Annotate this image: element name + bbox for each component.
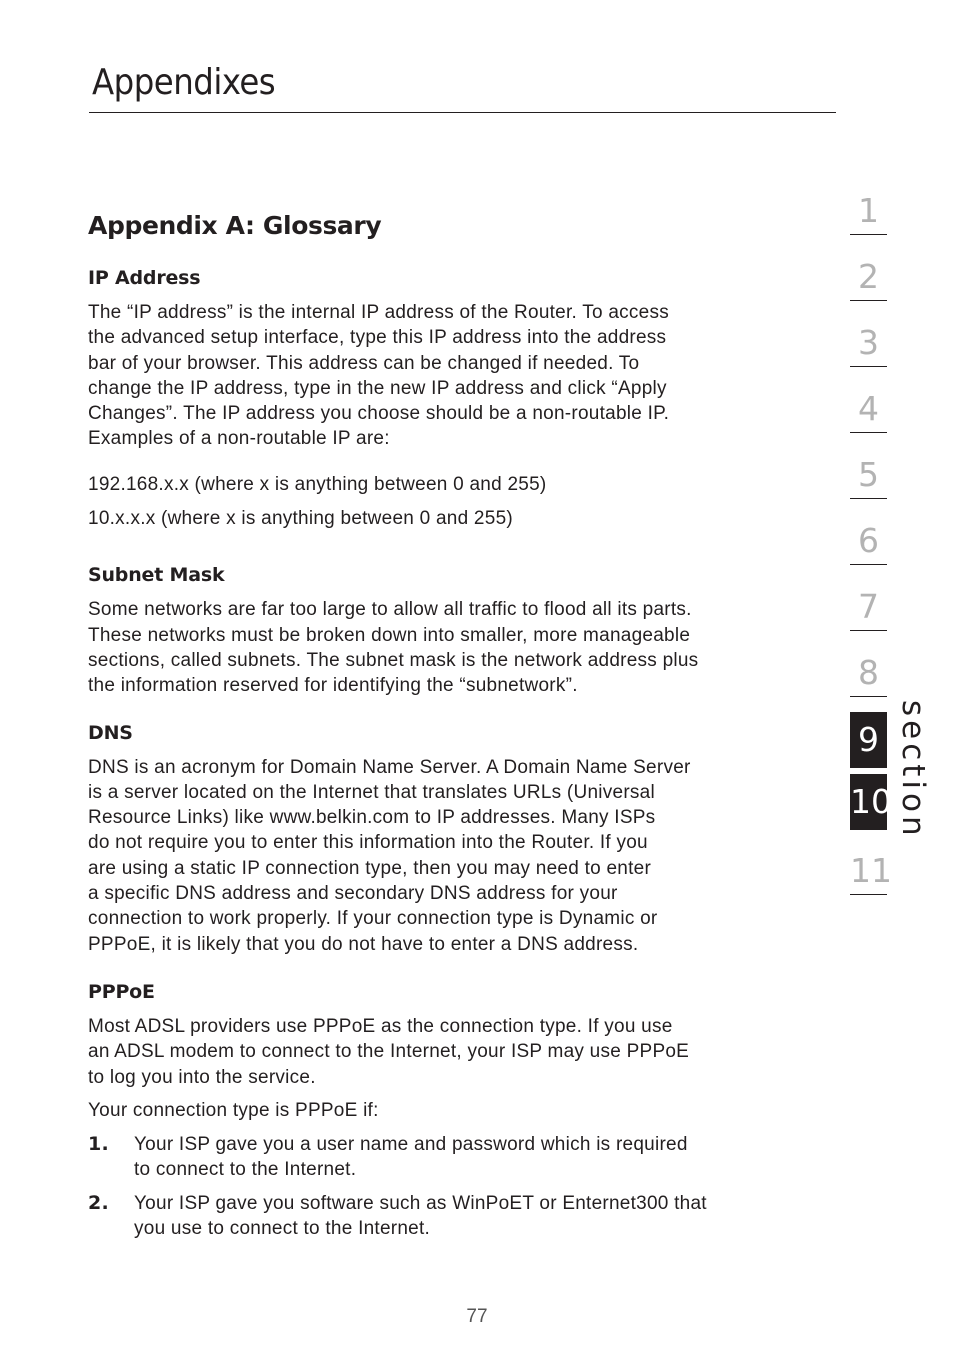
list-item <box>88 1132 808 1183</box>
text-line: change the IP address, type in the new IP address and click “Apply <box>88 377 667 399</box>
list-number: 1. <box>88 1133 109 1156</box>
header-divider <box>89 112 836 113</box>
section-label: section <box>895 700 931 840</box>
text-line: you use to connect to the Internet. <box>134 1218 431 1240</box>
pppoe-paragraph <box>88 1014 808 1090</box>
text-line: Examples of a non-routable IP are: <box>88 428 390 450</box>
section-nav-item-6[interactable] <box>850 514 887 580</box>
ip-address-paragraph <box>88 300 808 452</box>
nav-divider <box>850 564 887 565</box>
text-line: an ADSL modem to connect to the Internet, your ISP may use PPPoE <box>88 1041 690 1063</box>
main-content <box>88 206 808 1241</box>
dns-paragraph <box>88 755 808 957</box>
section-nav-number: 9 <box>850 712 887 768</box>
nav-divider <box>850 894 887 895</box>
section-nav-number: 5 <box>858 455 879 494</box>
section-nav-item-2[interactable] <box>850 250 887 316</box>
appendix-title: Appendix A: Glossary <box>88 211 382 240</box>
section-nav-number: 2 <box>858 257 879 296</box>
text-line: do not require you to enter this information into the Router. If you <box>88 832 648 854</box>
nav-divider <box>850 696 887 697</box>
text-line: connection to work properly. If your connection type is Dynamic or <box>88 908 658 930</box>
pppoe-heading: PPPoE <box>88 980 155 1003</box>
section-nav-item-3[interactable] <box>850 316 887 382</box>
subnet-mask-heading: Subnet Mask <box>88 564 225 587</box>
section-nav-number: 8 <box>858 653 879 692</box>
nav-divider <box>850 300 887 301</box>
text-line: PPPoE, it is likely that you do not have to enter a DNS address. <box>88 933 639 955</box>
pppoe-intro: Your connection type is PPPoE if: <box>88 1099 379 1121</box>
text-line: to log you into the service. <box>88 1066 316 1088</box>
section-nav-number: 4 <box>858 389 879 428</box>
text-line: sections, called subnets. The subnet mask is the network address plus <box>88 649 699 671</box>
text-line: are using a static IP connection type, then you may need to enter <box>88 857 652 879</box>
text-line: bar of your browser. This address can be changed if needed. To <box>88 352 640 374</box>
nav-divider <box>850 498 887 499</box>
section-nav-item-7[interactable] <box>850 580 887 646</box>
nav-divider <box>850 234 887 235</box>
page-header-title: Appendixes <box>92 62 276 103</box>
section-nav-item-8[interactable] <box>850 646 887 712</box>
section-nav-number: 7 <box>858 587 879 626</box>
list-item <box>88 1191 808 1242</box>
nav-divider <box>850 366 887 367</box>
text-line: Changes”. The IP address you choose should be a non-routable IP. <box>88 403 670 425</box>
section-nav-number: 11 <box>850 851 892 890</box>
text-line: a specific DNS address and secondary DNS address for your <box>88 883 618 905</box>
ip-example-2: 10.x.x.x (where x is anything between 0 and 255) <box>88 508 513 530</box>
subnet-mask-paragraph <box>88 597 808 698</box>
text-line: the information reserved for identifying the “subnetwork”. <box>88 675 578 697</box>
text-line: is a server located on the Internet that translates URLs (Universal <box>88 781 655 803</box>
text-line: Most ADSL providers use PPPoE as the connection type. If you use <box>88 1015 673 1037</box>
list-number: 2. <box>88 1191 109 1214</box>
section-nav-number: 10 <box>850 774 887 830</box>
text-line: the advanced setup interface, type this IP address into the address <box>88 327 667 349</box>
page-number: 77 <box>466 1306 488 1327</box>
section-nav-number: 3 <box>858 323 879 362</box>
section-nav-item-1[interactable] <box>850 184 887 250</box>
text-line: These networks must be broken down into smaller, more manageable <box>88 624 691 646</box>
text-line: Some networks are far too large to allow all traffic to flood all its parts. <box>88 599 692 621</box>
ip-example-1: 192.168.x.x (where x is anything between 0 and 255) <box>88 473 547 495</box>
ip-address-heading: IP Address <box>88 267 201 289</box>
text-line: to connect to the Internet. <box>134 1159 357 1181</box>
text-line: Your ISP gave you a user name and password which is required <box>134 1134 688 1156</box>
section-nav-item-5[interactable] <box>850 448 887 514</box>
text-line: Your ISP gave you software such as WinPoET or Enternet300 that <box>134 1192 707 1214</box>
text-line: The “IP address” is the internal IP address of the Router. To access <box>88 302 669 323</box>
nav-divider <box>850 630 887 631</box>
section-nav-item-9[interactable] <box>850 712 887 774</box>
section-nav <box>850 184 892 910</box>
section-nav-item-11[interactable] <box>850 844 892 910</box>
text-line: DNS is an acronym for Domain Name Server. A Domain Name Server <box>88 756 691 778</box>
nav-divider <box>850 432 887 433</box>
section-nav-item-10[interactable] <box>850 774 892 844</box>
section-nav-number: 1 <box>858 191 879 230</box>
dns-heading: DNS <box>88 721 133 744</box>
section-nav-item-4[interactable] <box>850 382 887 448</box>
section-nav-number: 6 <box>858 521 879 560</box>
text-line: Resource Links) like www.belkin.com to IP addresses. Many ISPs <box>88 807 656 829</box>
